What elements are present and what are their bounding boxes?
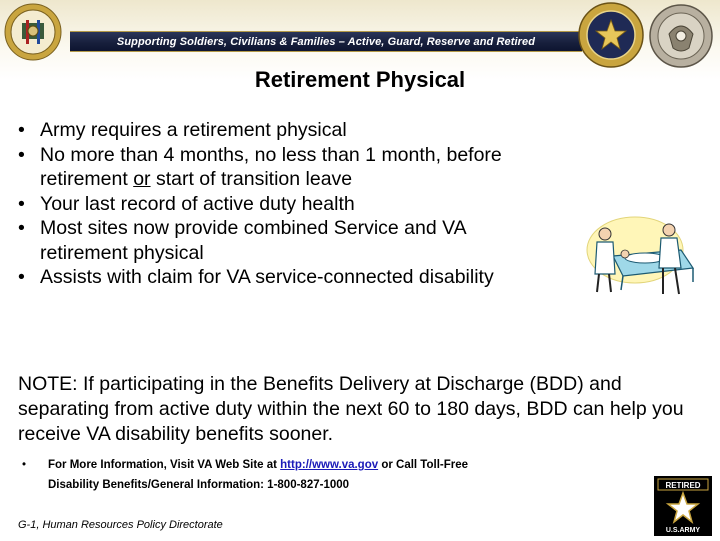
banner-text: Supporting Soldiers, Civilians & Families – Active, Guard, Reserve and Retired <box>116 35 536 48</box>
army-retired-logo-icon <box>654 476 712 536</box>
more-info-text <box>48 455 622 495</box>
bullet-item <box>18 216 628 265</box>
bullet-text-part: start of transition leave <box>150 168 353 190</box>
bullet-dot: • <box>18 143 25 166</box>
bullet-item <box>18 118 628 143</box>
va-website-link[interactable]: http://www.va.gov <box>280 459 379 471</box>
bullet-text: Your last record of active duty health <box>40 192 355 215</box>
footer-text: G-1, Human Resources Policy Directorate <box>18 519 223 531</box>
bullet-text: Assists with claim for VA service-connected disability <box>40 266 494 288</box>
army-seal-icon <box>649 4 713 68</box>
dept-army-seal-icon <box>4 3 62 61</box>
bullet-item <box>18 192 628 217</box>
medical-exam-clipart-icon <box>583 212 708 300</box>
retired-logo-top-text: RETIRED <box>665 481 701 490</box>
bullet-list <box>18 118 628 290</box>
bullet-text-part: retirement <box>40 168 134 190</box>
note-paragraph: NOTE: If participating in the Benefits Delivery at Discharge (BDD) and separating from active duty within the next 60 to 180 days, BDD can help you receive VA disability benefits sooner. <box>18 373 684 445</box>
bullet-dot: • <box>18 192 25 215</box>
more-info-phone: Disability Benefits/General Information: 1-800-827-1000 <box>48 479 350 491</box>
chief-of-staff-seal-icon <box>578 2 644 68</box>
more-info <box>22 455 622 495</box>
bullet-text: Most sites now provide combined Service and VA <box>40 217 467 239</box>
bullet-text-continued: retirement physical <box>40 241 204 264</box>
bullet-text-continued <box>40 167 628 192</box>
bullet-dot: • <box>18 119 25 141</box>
bullet-text: Army requires a retirement physical <box>40 119 347 141</box>
bullet-item <box>18 143 628 192</box>
bullet-dot: • <box>18 266 25 288</box>
bullet-dot: • <box>18 217 25 239</box>
underlined-word: or <box>133 168 151 190</box>
slide-title: Retirement Physical <box>254 67 466 92</box>
retired-logo-bottom-text: U.S.ARMY <box>665 527 701 534</box>
header-banner <box>70 31 582 52</box>
more-info-suffix: or Call Toll-Free <box>378 459 469 471</box>
bullet-dot: • <box>22 459 27 471</box>
bullet-text: No more than 4 months, no less than 1 month, before <box>40 143 502 166</box>
bullet-item <box>18 265 628 290</box>
more-info-prefix: For More Information, Visit VA Web Site at <box>48 459 281 471</box>
